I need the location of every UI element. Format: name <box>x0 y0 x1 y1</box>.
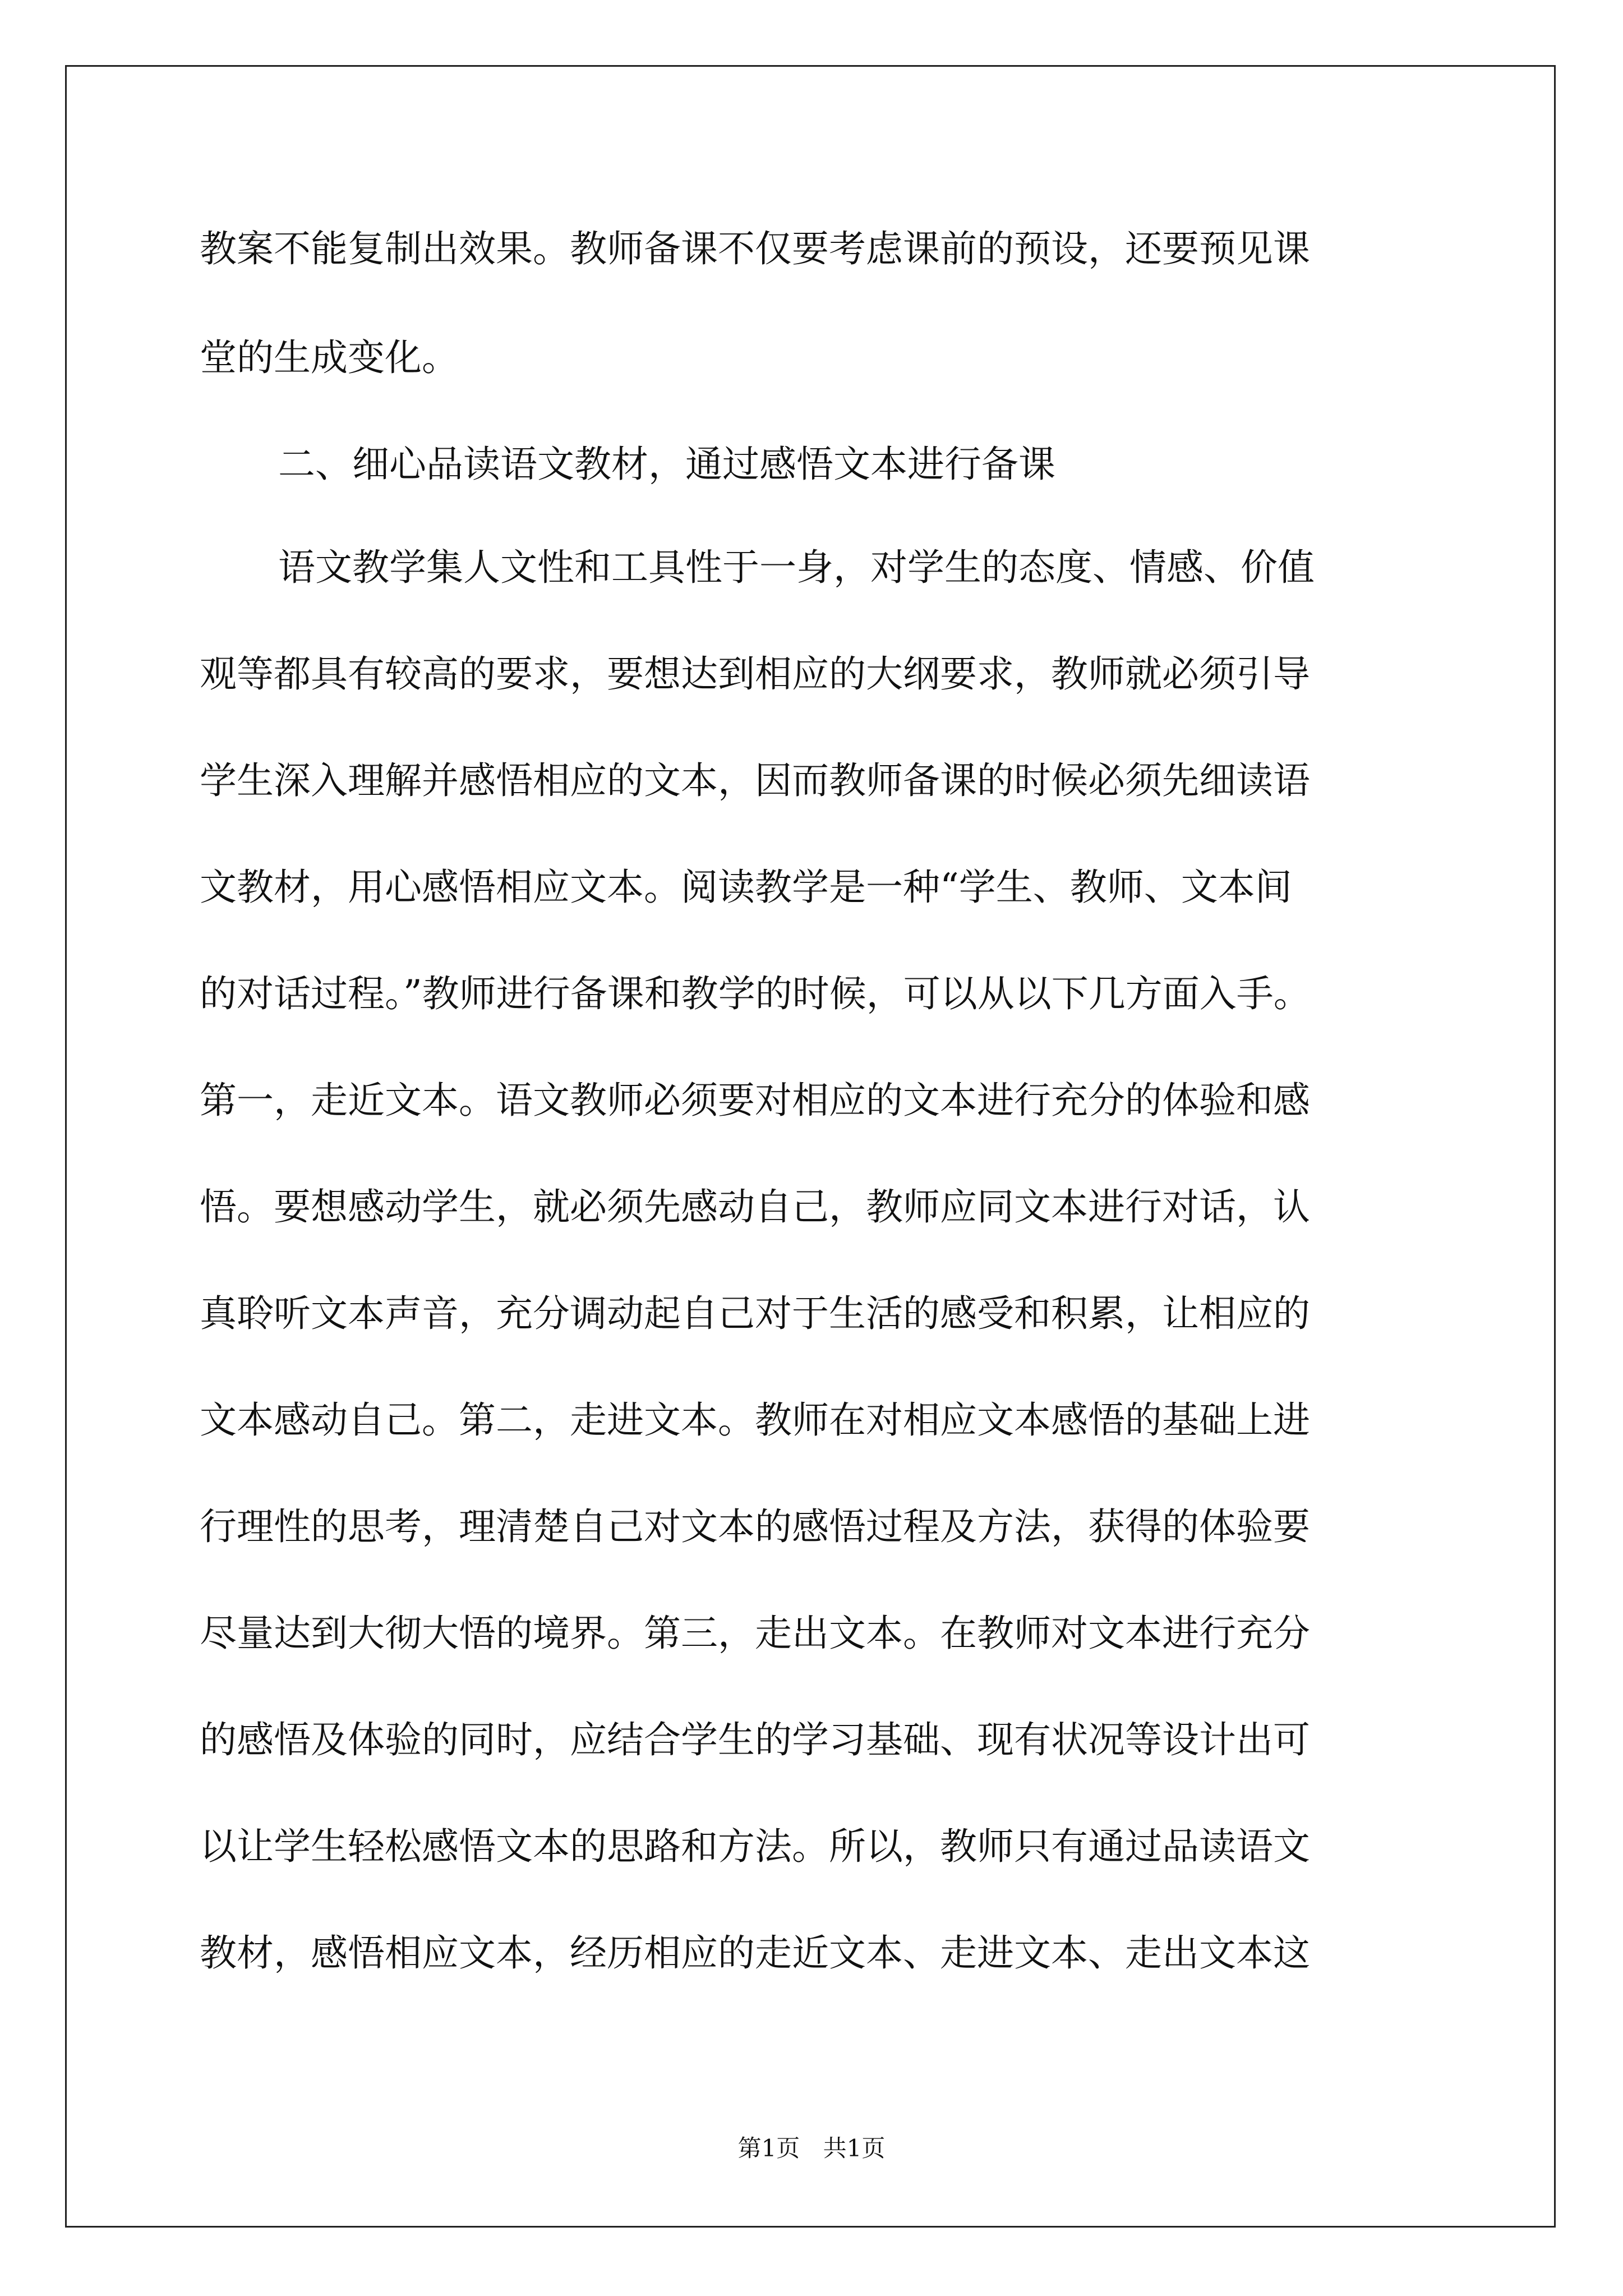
page-border <box>65 65 1556 2228</box>
text-line: 悟。要想感动学生，就必须先感动自己，教师应同文本进行对话，认 <box>200 1185 1310 1228</box>
page-footer <box>0 2134 1623 2162</box>
text-line: 以让学生轻松感悟文本的思路和方法。所以，教师只有通过品读语文 <box>200 1825 1310 1868</box>
page-number: 第1页 <box>737 2134 800 2162</box>
text-line: 学生深入理解并感悟相应的文本，因而教师备课的时候必须先细读语 <box>200 759 1310 802</box>
page-total: 共1页 <box>823 2134 886 2162</box>
text-line: 文教材，用心感悟相应文本。阅读教学是一种“学生、教师、文本间 <box>200 866 1292 909</box>
text-line: 教材，感悟相应文本，经历相应的走近文本、走进文本、走出文本这 <box>200 1931 1310 1975</box>
text-line: 的感悟及体验的同时，应结合学生的学习基础、现有状况等设计出可 <box>200 1718 1310 1761</box>
text-line: 教案不能复制出效果。教师备课不仅要考虑课前的预设，还要预见课 <box>200 227 1310 270</box>
text-line: 的对话过程。”教师进行备课和教学的时候，可以从以下几方面入手。 <box>200 972 1311 1015</box>
text-line: 语文教学集人文性和工具性于一身，对学生的态度、情感、价值 <box>278 546 1315 589</box>
text-line: 行理性的思考，理清楚自己对文本的感悟过程及方法，获得的体验要 <box>200 1505 1310 1548</box>
text-line: 尽量达到大彻大悟的境界。第三，走出文本。在教师对文本进行充分 <box>200 1612 1310 1655</box>
text-line: 文本感动自己。第二，走进文本。教师在对相应文本感悟的基础上进 <box>200 1398 1310 1442</box>
section-heading: 二、细心品读语文教材，通过感悟文本进行备课 <box>278 443 1055 486</box>
text-line: 堂的生成变化。 <box>200 336 459 379</box>
text-line: 观等都具有较高的要求，要想达到相应的大纲要求，教师就必须引导 <box>200 652 1310 696</box>
text-line: 真聆听文本声音，充分调动起自己对于生活的感受和积累，让相应的 <box>200 1292 1310 1335</box>
text-line: 第一，走近文本。语文教师必须要对相应的文本进行充分的体验和感 <box>200 1079 1310 1122</box>
